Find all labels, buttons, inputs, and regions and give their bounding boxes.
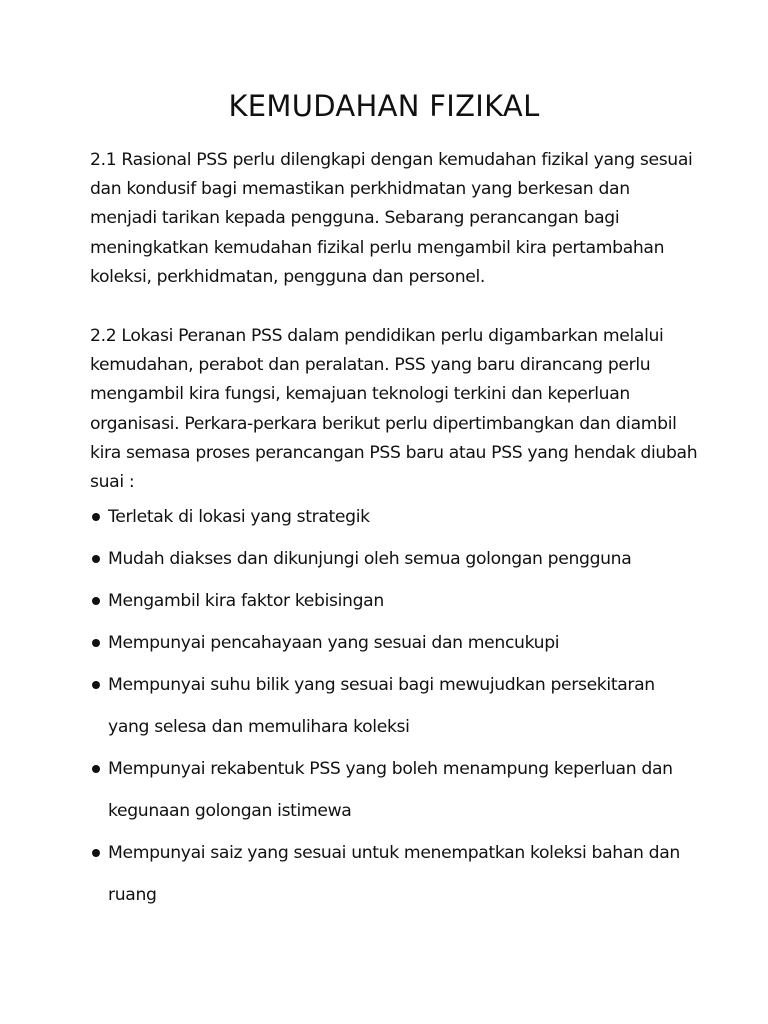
bullet-item	[90, 664, 710, 748]
bullet-text: Mempunyai suhu bilik yang sesuai bagi mewujudkan persekitaran	[108, 675, 655, 695]
paragraph-line: meningkatkan kemudahan fizikal perlu mengambil kira pertambahan	[90, 237, 665, 258]
bullet-dot-icon	[92, 555, 100, 563]
bullet-text-continuation: ruang	[108, 885, 157, 905]
paragraph-line: kira semasa proses perancangan PSS baru atau PSS yang hendak diubah	[90, 442, 698, 463]
paragraph-line: koleksi, perkhidmatan, pengguna dan personel.	[90, 266, 486, 287]
bullet-item	[90, 748, 710, 832]
bullet-list	[90, 496, 710, 916]
paragraph-line: dan kondusif bagi memastikan perkhidmatan yang berkesan dan	[90, 179, 630, 200]
bullet-item	[90, 832, 710, 916]
bullet-text: Mengambil kira faktor kebisingan	[108, 591, 384, 611]
bullet-dot-icon	[92, 513, 100, 521]
bullet-text: Mudah diakses dan dikunjungi oleh semua golongan pengguna	[108, 549, 632, 569]
paragraph-line: mengambil kira fungsi, kemajuan teknologi terkini dan keperluan	[90, 384, 630, 405]
bullet-dot-icon	[92, 849, 100, 857]
bullet-dot-icon	[92, 639, 100, 647]
paragraph-line: kemudahan, perabot dan peralatan. PSS yang baru dirancang perlu	[90, 355, 651, 376]
paragraph-line: menjadi tarikan kepada pengguna. Sebarang perancangan bagi	[90, 208, 620, 229]
paragraph-lokasi	[90, 322, 698, 497]
bullet-text-continuation: kegunaan golongan istimewa	[108, 801, 352, 821]
paragraph-line: 2.2 Lokasi Peranan PSS dalam pendidikan perlu digambarkan melalui	[90, 326, 664, 346]
paragraph-rasional	[90, 146, 693, 292]
bullet-text: Terletak di lokasi yang strategik	[108, 507, 370, 527]
bullet-item	[90, 496, 710, 538]
bullet-item	[90, 538, 710, 580]
paragraph-line: organisasi. Perkara-perkara berikut perlu dipertimbangkan dan diambil	[90, 413, 677, 434]
document-title: KEMUDAHAN FIZIKAL	[228, 89, 540, 123]
bullet-text: Mempunyai saiz yang sesuai untuk menempatkan koleksi bahan dan	[108, 843, 680, 863]
paragraph-line: suai :	[90, 472, 135, 493]
bullet-item	[90, 580, 710, 622]
bullet-dot-icon	[92, 765, 100, 773]
bullet-text: Mempunyai rekabentuk PSS yang boleh menampung keperluan dan	[108, 759, 673, 779]
bullet-dot-icon	[92, 597, 100, 605]
paragraph-line: 2.1 Rasional PSS perlu dilengkapi dengan kemudahan fizikal yang sesuai	[90, 150, 693, 170]
bullet-dot-icon	[92, 681, 100, 689]
bullet-item	[90, 622, 710, 664]
bullet-text: Mempunyai pencahayaan yang sesuai dan mencukupi	[108, 633, 560, 653]
bullet-text-continuation: yang selesa dan memulihara koleksi	[108, 717, 410, 737]
